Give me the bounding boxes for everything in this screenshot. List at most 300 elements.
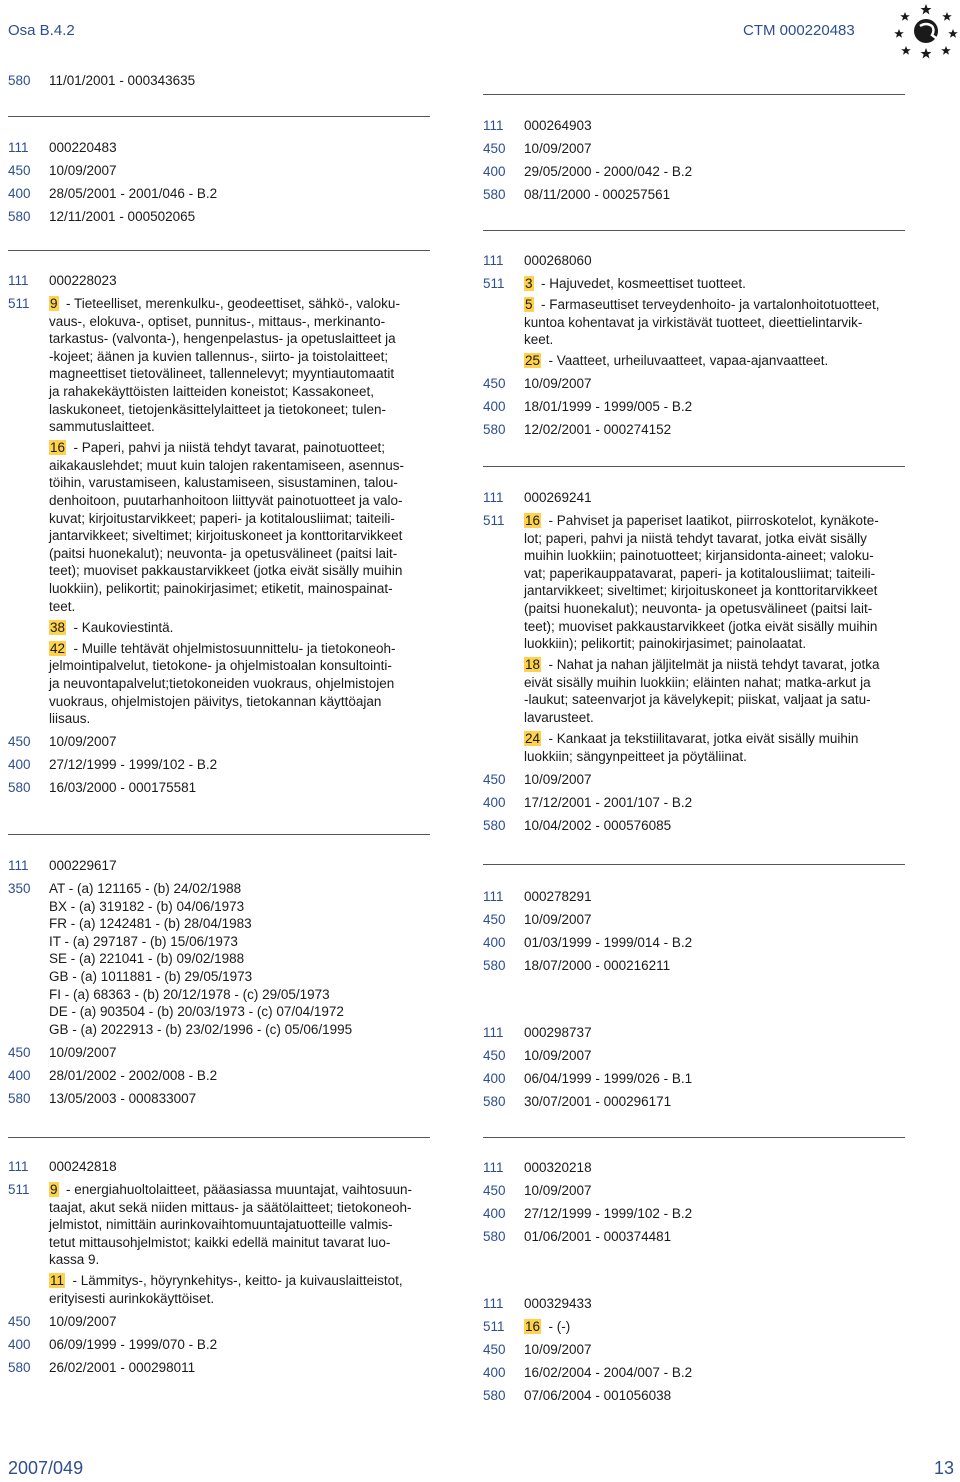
field-row (483, 888, 913, 906)
class-text: sammutuslaitteet. (49, 419, 155, 435)
field-row (483, 1159, 913, 1177)
field-value: 27/12/1999 - 1999/102 - B.2 (524, 1205, 693, 1221)
field-code: 111 (483, 253, 504, 268)
field-code: 511 (8, 1181, 30, 1197)
field-row (8, 733, 438, 751)
class-text: teet); muoviset pakkaustarvikkeet (jotka eivät sisälly muihin (524, 618, 878, 634)
field-value: 000320218 (524, 1160, 592, 1175)
entry-block (483, 1024, 913, 1116)
class-line (524, 331, 913, 349)
class-line (49, 675, 438, 693)
class-number-badge: 38 (50, 619, 66, 635)
class-text: - Hajuvedet, kosmeettiset tuotteet. (541, 275, 746, 291)
class-text: tetut mittausohjelmistot; kaikki edellä mainitut tavarat luo- (49, 1234, 391, 1250)
class-entry (49, 619, 438, 637)
class-text: luokkiin; sängynpeitteet ja pöytäliinat. (524, 748, 747, 764)
field-code: 580 (483, 1228, 506, 1244)
field-row (483, 817, 913, 835)
field-row (483, 117, 913, 135)
field-value: 18/07/2000 - 000216211 (524, 957, 671, 973)
field-code: 400 (483, 1205, 506, 1221)
entry-block (483, 489, 913, 840)
class-line (49, 295, 438, 313)
class-text: lavarusteet. (524, 710, 594, 726)
class-number-badge: 11 (50, 1273, 65, 1289)
class-text: erityisesti aurinkokäyttöiset. (49, 1291, 215, 1307)
field-code: 450 (483, 1182, 506, 1198)
class-text: lot; paperi, pahvi ja niistä tehdyt tavarat, jotka eivät sisälly (524, 530, 867, 546)
field-code: 111 (483, 1160, 504, 1175)
field-code: 111 (8, 1159, 29, 1174)
field-code: 400 (8, 185, 31, 201)
class-line (524, 352, 913, 370)
field-row (8, 208, 438, 226)
field-value: 12/02/2001 - 000274152 (524, 422, 672, 438)
class-line (524, 582, 913, 600)
field-value: 000242818 (49, 1159, 117, 1174)
class-line (49, 348, 438, 366)
field-code: 450 (483, 771, 506, 787)
class-line (49, 527, 438, 545)
class-line (524, 275, 913, 293)
class-text: -kojeet; äänen ja kuvien tallennus-, siirto- ja toistolaitteet; (49, 348, 389, 364)
field-row (483, 1182, 913, 1200)
divider (483, 466, 905, 467)
priority-line: BX - (a) 319182 - (b) 04/06/1973 (49, 898, 245, 914)
field-row (483, 275, 913, 370)
field-row (483, 1364, 913, 1382)
class-text: - energiahuoltolaitteet, pääasiassa muuntajat, vaihtosuun- (66, 1181, 413, 1197)
field-code: 580 (8, 1090, 31, 1106)
field-value: 07/06/2004 - 001056038 (524, 1387, 672, 1403)
class-text: magneettiset tietovälineet, tallennelevyt; myyntiautomaatit (49, 366, 395, 382)
field-value: 18/01/1999 - 1999/005 - B.2 (524, 399, 693, 415)
class-text: - Kaukoviestintä. (73, 619, 174, 635)
field-value: 10/09/2007 (49, 1314, 117, 1330)
class-text: - Muille tehtävät ohjelmistosuunnittelu- ja tietokoneoh- (73, 640, 396, 656)
class-line (49, 640, 438, 658)
field-value: 13/05/2003 - 000833007 (49, 1090, 197, 1106)
field-row (483, 1228, 913, 1246)
class-line (49, 492, 438, 510)
field-value: 000220483 (49, 140, 117, 155)
divider (8, 250, 430, 251)
field-row (8, 880, 438, 1038)
field-row (8, 756, 438, 774)
entry-block (483, 252, 913, 444)
field-code: 400 (483, 1070, 506, 1086)
field-code: 580 (483, 817, 506, 833)
class-text: keet. (524, 332, 554, 348)
field-value: 06/09/1999 - 1999/070 - B.2 (49, 1337, 218, 1353)
priority-line: SE - (a) 221041 - (b) 09/02/1988 (49, 951, 245, 967)
class-number-badge: 16 (525, 512, 541, 528)
class-entry (49, 439, 438, 615)
field-code: 111 (483, 490, 504, 505)
field-row (483, 794, 913, 812)
field-code: 111 (483, 1025, 504, 1040)
class-line (524, 674, 913, 692)
class-line (524, 656, 913, 674)
class-text: ja neuvontapalvelut;tietokoneiden vuokraus, ohjelmistojen (49, 675, 395, 691)
class-line (524, 1318, 913, 1336)
divider (483, 1137, 905, 1138)
class-text: (paitsi huonekalut); neuvonta- ja opetusvälineet (paitsi lait- (524, 600, 873, 616)
class-entry (524, 352, 913, 370)
field-code: 580 (483, 957, 506, 973)
field-value: 000269241 (524, 490, 592, 505)
divider (483, 864, 905, 865)
field-value: 29/05/2000 - 2000/042 - B.2 (524, 163, 693, 179)
class-line (49, 1216, 438, 1234)
field-code: 580 (8, 1360, 31, 1375)
class-entry (524, 275, 913, 293)
field-row (8, 1336, 438, 1354)
field-value: 28/05/2001 - 2001/046 - B.2 (49, 185, 218, 201)
field-code: 580 (483, 186, 506, 202)
field-code: 450 (483, 1341, 506, 1357)
divider (8, 834, 430, 835)
class-text: teet); muoviset pakkaustarvikkeet (jotka eivät sisälly muihin (49, 563, 403, 579)
class-number-badge: 18 (525, 657, 541, 673)
class-text: vaus-, elokuva-, optiset, punnitus-, mittaus-, merkinanto- (49, 313, 386, 329)
ohim-star-logo-icon (893, 2, 959, 60)
field-row (483, 375, 913, 393)
entry-block (8, 272, 438, 802)
field-row (8, 779, 438, 797)
class-line (49, 383, 438, 401)
field-row (483, 252, 913, 270)
class-line (49, 710, 438, 728)
field-row (483, 934, 913, 952)
class-text: luokkiin); pelikortit; painokirjasimet; painolaatat. (524, 636, 807, 652)
field-row (483, 1341, 913, 1359)
class-text: -laukut; sateenvarjot ja kävelykepit; piiskat, valjaat ja satu- (524, 692, 871, 708)
class-entry (524, 730, 913, 765)
field-row (483, 1047, 913, 1065)
field-row (8, 1181, 438, 1308)
field-value: 10/09/2007 (524, 1182, 592, 1198)
class-text: aikakauslehdet; muut kuin talojen rakentamiseen, asennus- (49, 457, 404, 473)
field-code: 450 (483, 140, 506, 156)
class-text: - Lämmitys-, höyrynkehitys-, keitto- ja kuivauslaitteistot, (72, 1273, 403, 1289)
field-row (483, 1318, 913, 1336)
class-line (524, 314, 913, 332)
class-entry (49, 640, 438, 728)
class-text: jantarvikkeet; siveltimet; kirjoituskoneet ja konttoritarvikkeet (49, 528, 403, 544)
field-row (8, 1067, 438, 1085)
class-line (49, 510, 438, 528)
class-line (49, 457, 438, 475)
field-code: 511 (483, 512, 505, 528)
class-number-badge: 9 (50, 295, 58, 311)
field-row (483, 512, 913, 765)
field-value: 30/07/2001 - 000296171 (524, 1093, 672, 1109)
class-number-badge: 3 (525, 275, 533, 291)
class-text: luokkiin), pelikortit; painokirjasimet; etiketit, mainospainat- (49, 580, 393, 596)
field-value: 27/12/1999 - 1999/102 - B.2 (49, 757, 218, 773)
field-value: 17/12/2001 - 2001/107 - B.2 (524, 794, 693, 810)
divider (8, 1137, 430, 1138)
field-row (483, 1295, 913, 1313)
field-code: 580 (8, 208, 31, 224)
field-code: 450 (483, 1047, 506, 1063)
field-value: 06/04/1999 - 1999/026 - B.1 (524, 1070, 693, 1086)
class-text: denhoitoon, puutarhanhoitoon liittyvät painotuotteet ja valo- (49, 493, 403, 509)
field-row (483, 1070, 913, 1088)
field-row (483, 1387, 913, 1405)
class-line (49, 418, 438, 436)
field-row (483, 957, 913, 975)
class-number-badge: 25 (525, 353, 541, 369)
field-code: 111 (8, 858, 29, 873)
class-line (524, 709, 913, 727)
class-line (49, 693, 438, 711)
class-line (49, 580, 438, 598)
class-entry (49, 1272, 438, 1307)
priority-line: AT - (a) 121165 - (b) 24/02/1988 (49, 880, 242, 896)
class-text: vat; paperikauppatavarat, paperi- ja kotitalousliimat; taiteili- (524, 565, 876, 581)
class-text: - Kankaat ja tekstiilitavarat, jotka eivät sisälly muihin (548, 731, 859, 747)
class-line (49, 545, 438, 563)
class-line (49, 657, 438, 675)
class-entry (524, 296, 913, 349)
entry-block (8, 1158, 438, 1382)
class-line (524, 512, 913, 530)
field-code: 400 (8, 757, 31, 773)
class-entry (524, 1318, 913, 1336)
field-code: 111 (8, 273, 29, 288)
field-code: 450 (8, 162, 31, 178)
field-row (8, 139, 438, 157)
field-value: 000298737 (524, 1025, 592, 1040)
field-code: 450 (483, 376, 506, 392)
class-text: ja rahakekäyttöisten laitteiden koneistot; Kassakoneet, (49, 383, 374, 399)
field-value: 000278291 (524, 889, 592, 904)
field-row (8, 857, 438, 875)
field-code: 111 (483, 889, 504, 904)
class-line (524, 565, 913, 583)
field-code: 111 (8, 140, 29, 155)
class-line (524, 547, 913, 565)
class-text: tarkastus- (valvonta-), hengenpelastus- ja opetuslaitteet ja (49, 331, 396, 347)
entry-block (483, 117, 913, 209)
divider (8, 116, 430, 117)
class-line (49, 562, 438, 580)
class-entry (49, 295, 438, 436)
field-value: 10/09/2007 (524, 911, 592, 927)
field-row (8, 295, 438, 728)
field-code: 580 (483, 1387, 506, 1403)
divider (483, 230, 905, 231)
class-text: jelmointipalvelut, tietokone- ja ohjelmistoalan konsultointi- (49, 658, 392, 674)
entry-block (483, 1295, 913, 1410)
class-text: kuvat; kirjoitustarvikkeet; paperi- ja kotitalousliimat; taiteili- (49, 510, 395, 526)
entry-block (8, 857, 438, 1113)
divider (483, 94, 905, 95)
field-code: 450 (8, 1314, 31, 1330)
class-line (49, 401, 438, 419)
class-text: - Paperi, pahvi ja niistä tehdyt tavarat, painotuotteet; (73, 440, 385, 456)
field-code: 400 (483, 1364, 506, 1380)
class-line (49, 619, 438, 637)
field-row (483, 489, 913, 507)
entry-block (483, 1159, 913, 1251)
priority-line: GB - (a) 1011881 - (b) 29/05/1973 (49, 968, 253, 984)
class-text: jelmistot, nimittäin aurinkovaihtomuuntajatuotteille valmis- (49, 1217, 393, 1233)
field-code: 111 (483, 1296, 504, 1311)
page-number: 13 (933, 1458, 954, 1478)
field-code: 511 (483, 275, 505, 291)
field-value: 12/11/2001 - 000502065 (49, 208, 196, 224)
entry-block (483, 888, 913, 980)
class-number-badge: 9 (50, 1181, 58, 1197)
field-value: 01/03/1999 - 1999/014 - B.2 (524, 934, 693, 950)
class-text: - Farmaseuttiset terveydenhoito- ja vartalonhoitotuotteet, (541, 297, 880, 313)
field-code: 580 (8, 73, 31, 88)
class-number-badge: 5 (525, 297, 533, 313)
field-row (8, 1090, 438, 1108)
field-value: 11/01/2001 - 000343635 (49, 73, 196, 88)
class-line (49, 1199, 438, 1217)
class-line (49, 1251, 438, 1269)
priority-line: DE - (a) 903504 - (b) 20/03/1973 - (c) 07/04/1972 (49, 1004, 344, 1020)
field-value: 000229617 (49, 858, 117, 873)
field-value: 16/03/2000 - 000175581 (49, 780, 197, 796)
field-value: 000264903 (524, 118, 592, 133)
entry-block (8, 72, 438, 95)
priority-line: FR - (a) 1242481 - (b) 28/04/1983 (49, 916, 252, 932)
field-code: 450 (483, 911, 506, 927)
field-value: 08/11/2000 - 000257561 (524, 186, 671, 202)
class-number-badge: 42 (50, 640, 66, 656)
field-row (483, 140, 913, 158)
class-line (524, 600, 913, 618)
field-code: 511 (8, 295, 30, 311)
class-text: (paitsi huonekalut); neuvonta- ja opetusvälineet (paitsi lait- (49, 545, 398, 561)
class-text: kuntoa kohentavat ja virkistävät tuotteet, dieettielintarvik- (524, 314, 863, 330)
class-text: jantarvikkeet; siveltimet; kirjoituskoneet ja konttoritarvikkeet (524, 583, 878, 599)
field-value: 000228023 (49, 273, 117, 288)
priority-line: IT - (a) 297187 - (b) 15/06/1973 (49, 933, 238, 949)
field-row (483, 186, 913, 204)
field-value: 10/09/2007 (49, 734, 117, 750)
field-value: 16/02/2004 - 2004/007 - B.2 (524, 1364, 693, 1380)
class-entry (524, 656, 913, 726)
field-code: 111 (483, 118, 504, 133)
class-line (524, 530, 913, 548)
class-line (524, 730, 913, 748)
field-value: 10/09/2007 (524, 1341, 592, 1357)
class-text: liisaus. (49, 711, 91, 727)
class-line (49, 598, 438, 616)
class-text: taajat, akut sekä niiden mittaus- ja säätölaitteet; tietokoneoh- (49, 1199, 412, 1215)
class-entry (49, 1181, 438, 1269)
field-value: 10/09/2007 (524, 771, 592, 787)
class-line (524, 748, 913, 766)
class-line (524, 635, 913, 653)
class-text: - (-) (548, 1318, 571, 1334)
class-line (524, 618, 913, 636)
field-row (483, 398, 913, 416)
class-text: - Pahviset ja paperiset laatikot, piirroskotelot, kynäkote- (548, 512, 879, 528)
field-value: 10/09/2007 (524, 140, 592, 156)
field-row (8, 185, 438, 203)
field-row (8, 1359, 438, 1377)
class-text: - Tieteelliset, merenkulku-, geodeettiset, sähkö-, valoku- (66, 295, 400, 311)
field-value: 10/09/2007 (49, 1044, 117, 1060)
field-code: 400 (8, 1067, 31, 1083)
class-line (49, 365, 438, 383)
field-value: 000268060 (524, 253, 592, 268)
field-row (483, 1093, 913, 1111)
class-line (524, 691, 913, 709)
class-number-badge: 16 (525, 1318, 541, 1334)
class-line (524, 296, 913, 314)
field-row (8, 72, 438, 90)
class-text: vuokraus, ohjelmistojen päivitys, tietokannan käyttöajan (49, 693, 382, 709)
issue-number: 2007/049 (8, 1458, 84, 1478)
priority-line: FI - (a) 68363 - (b) 20/12/1978 - (c) 29/05/1973 (49, 986, 330, 1002)
field-code: 400 (483, 399, 506, 415)
field-value: 10/09/2007 (49, 162, 117, 178)
field-row (8, 272, 438, 290)
field-row (483, 911, 913, 929)
class-line (49, 1234, 438, 1252)
field-row (483, 163, 913, 181)
ctm-number: CTM 000220483 (743, 22, 855, 39)
field-code: 400 (483, 934, 506, 950)
class-text: kassa 9. (49, 1252, 100, 1268)
field-code: 511 (483, 1318, 505, 1334)
field-code: 580 (483, 422, 506, 438)
field-code: 450 (8, 734, 31, 750)
field-code: 450 (8, 1044, 31, 1060)
class-line (49, 474, 438, 492)
field-value: 000329433 (524, 1296, 592, 1311)
class-line (49, 330, 438, 348)
field-code: 350 (8, 880, 31, 896)
class-text: - Nahat ja nahan jäljitelmät ja niistä tehdyt tavarat, jotka (548, 657, 880, 673)
field-value: 26/02/2001 - 000298011 (49, 1360, 196, 1375)
class-text: töihin, varustamiseen, kalustamiseen, sisustaminen, talou- (49, 475, 398, 491)
field-value: 01/06/2001 - 000374481 (524, 1228, 672, 1244)
field-code: 580 (8, 780, 31, 796)
priority-line: GB - (a) 2022913 - (b) 23/02/1996 - (c) 05/06/1995 (49, 1021, 353, 1037)
field-row (483, 1024, 913, 1042)
class-text: eivät sisälly muihin luokkiin; eläinten nahat; matka-arkut ja (524, 674, 871, 690)
class-number-badge: 24 (525, 731, 541, 747)
class-line (49, 1272, 438, 1290)
field-value: 10/04/2002 - 000576085 (524, 817, 672, 833)
field-row (483, 771, 913, 789)
class-number-badge: 16 (50, 440, 66, 456)
class-text: muihin luokkiin; painotuotteet; kirjansidonta-aineet; valoku- (524, 548, 874, 564)
class-line (49, 439, 438, 457)
class-line (49, 313, 438, 331)
class-entry (524, 512, 913, 653)
field-value: 10/09/2007 (524, 1047, 592, 1063)
field-row (8, 1313, 438, 1331)
entry-block (8, 139, 438, 231)
class-text: laskukoneet, tietojenkäsittelylaitteet ja tietokoneet; tulen- (49, 401, 386, 417)
field-row (8, 1044, 438, 1062)
field-row (8, 162, 438, 180)
field-row (483, 421, 913, 439)
field-code: 580 (483, 1093, 506, 1109)
class-line (49, 1181, 438, 1199)
field-code: 400 (483, 163, 506, 179)
